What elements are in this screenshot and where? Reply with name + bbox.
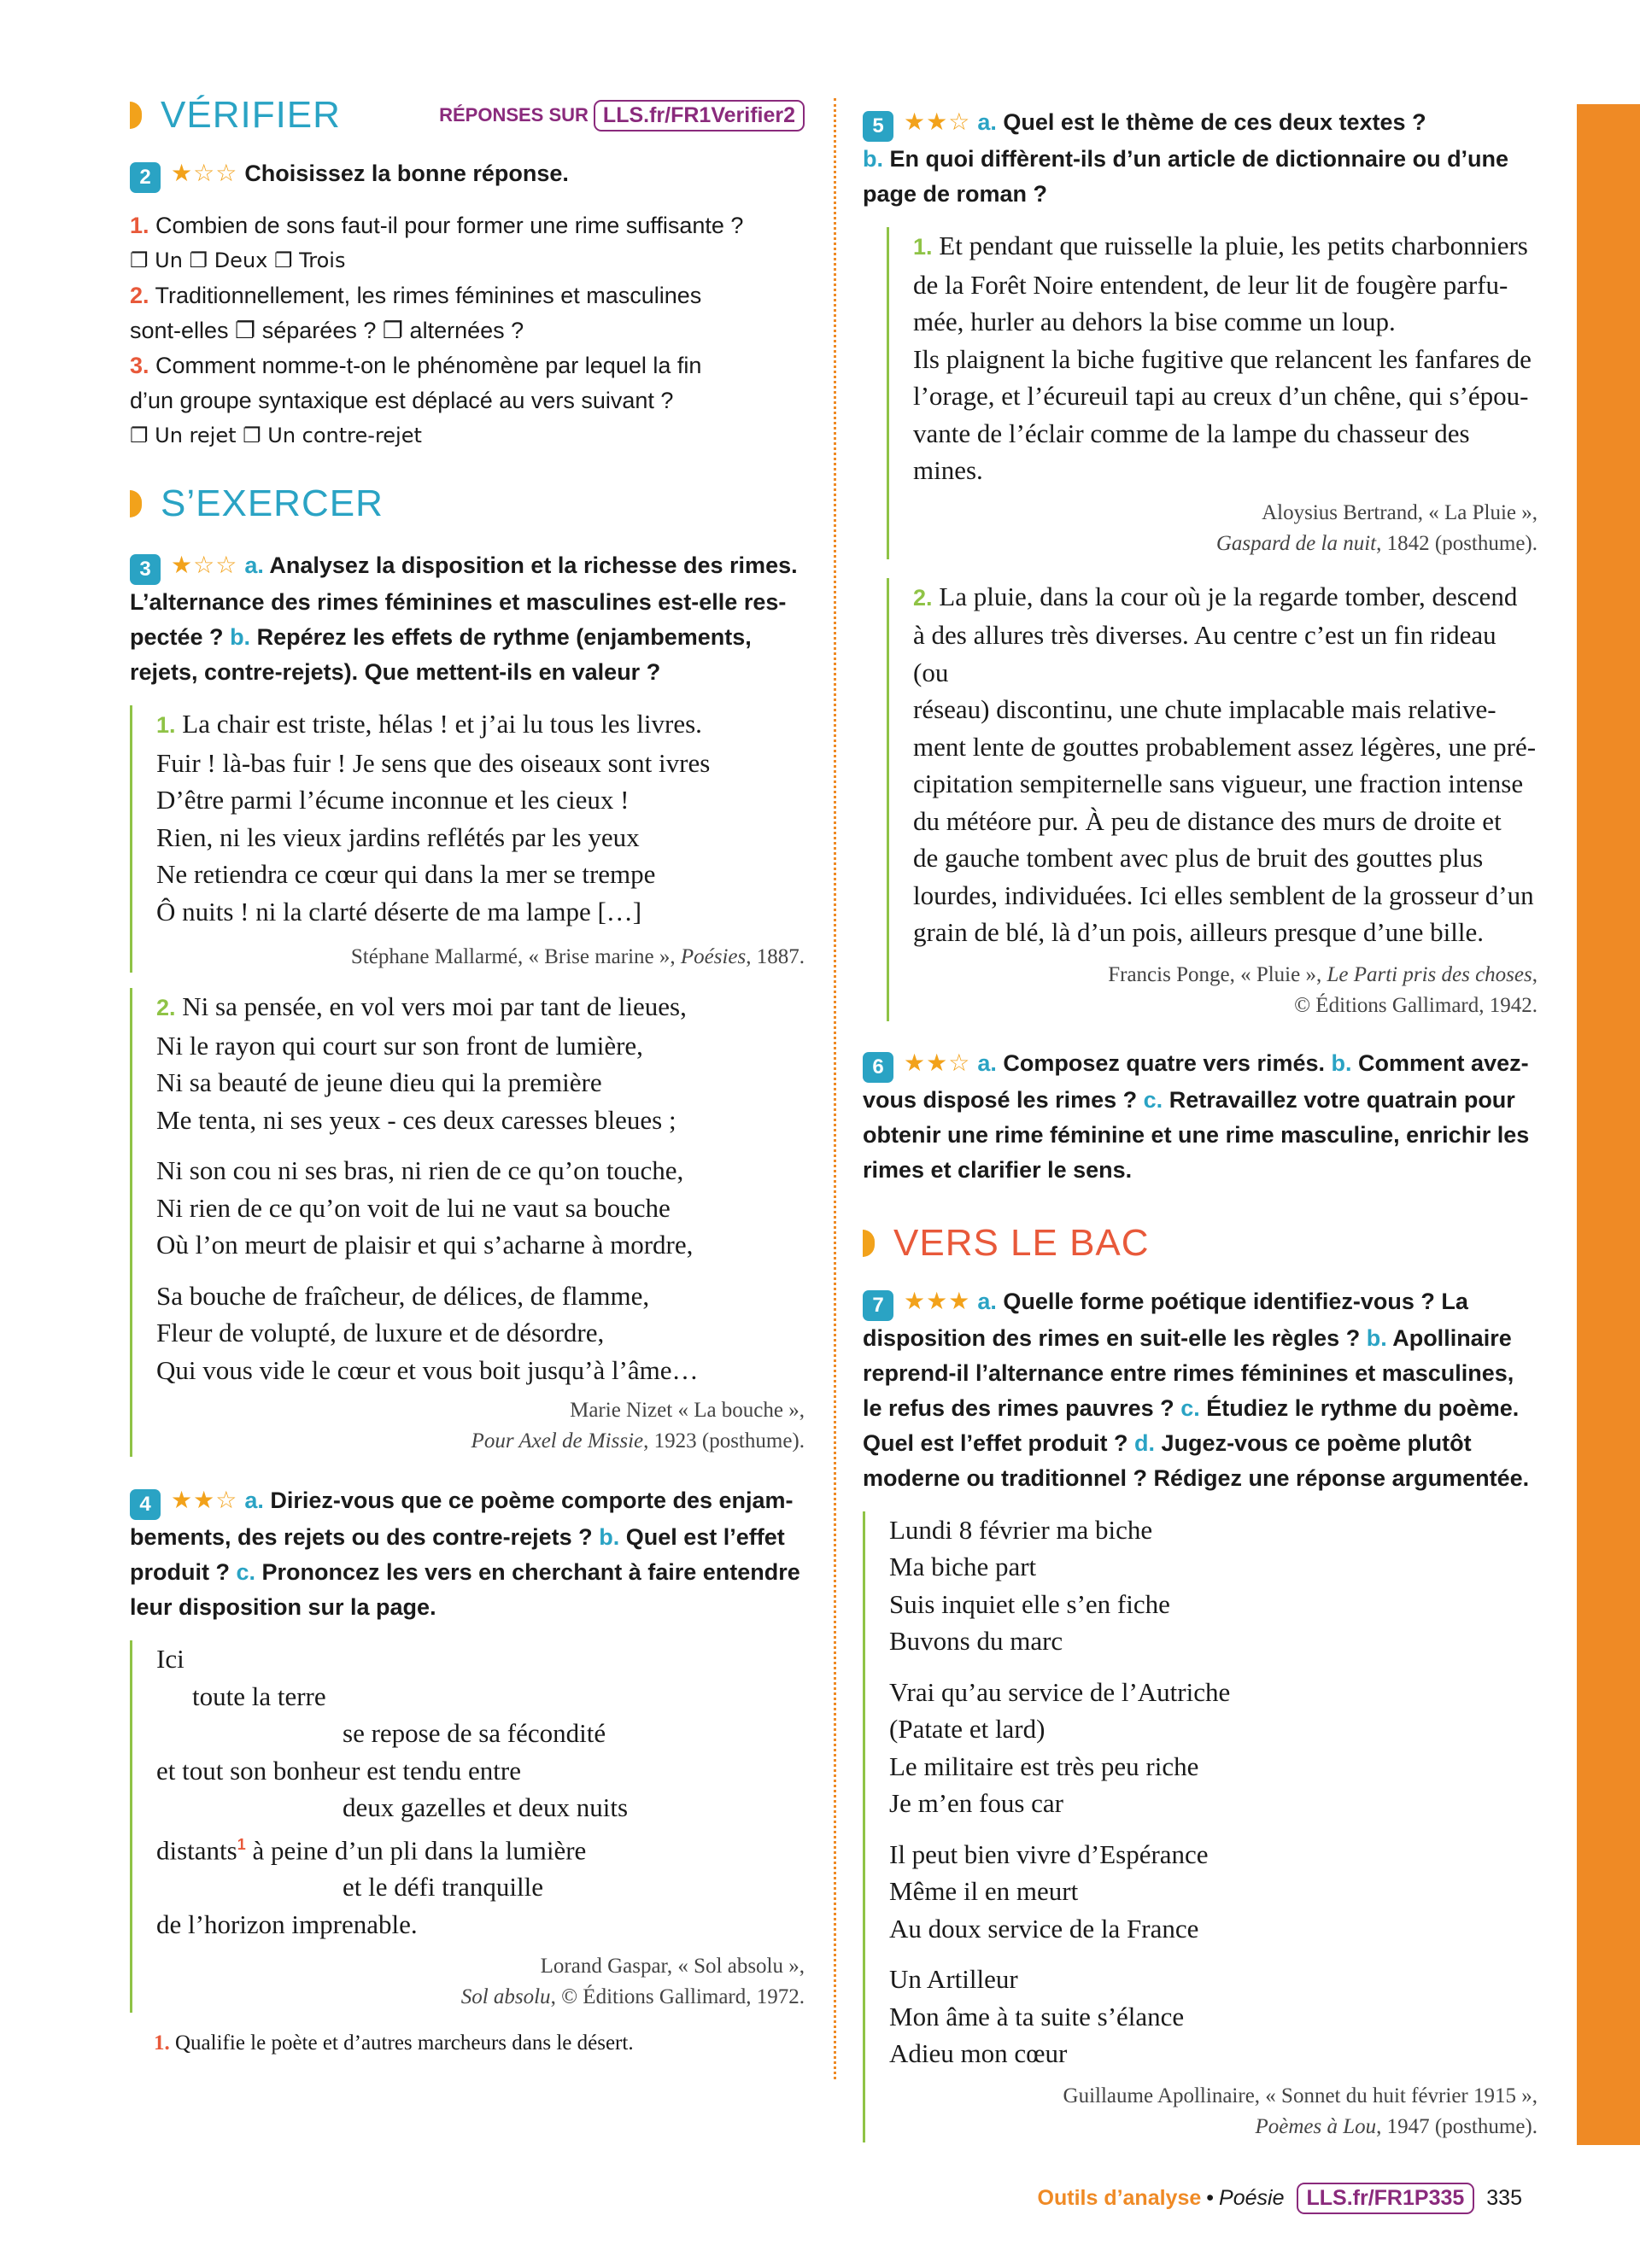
prose-line: l’orage, et l’écureuil tapi au creux d’un chêne, qui s’épou-	[913, 381, 1529, 411]
footer-link[interactable]: LLS.fr/FR1P335	[1297, 2183, 1475, 2214]
poem-apollinaire	[863, 1511, 1538, 2142]
citation-text: ,	[1532, 962, 1538, 986]
question-letter: b.	[230, 624, 251, 650]
section-verifier	[130, 94, 805, 137]
instruction-line: Prononcez les vers en cherchant à faire entendre	[261, 1559, 800, 1585]
instruction-line: produit ?	[130, 1559, 230, 1585]
citation-title: Pour Axel de Missie	[471, 1429, 644, 1453]
source-citation	[156, 942, 805, 973]
verse-line	[156, 705, 805, 745]
instruction-line: Diriez-vous que ce poème comporte des enjam-	[270, 1488, 794, 1513]
section-vers-le-bac	[863, 1222, 1538, 1265]
instruction-line: pectée ?	[130, 624, 224, 650]
question-1	[130, 208, 805, 243]
verse-text: à peine d’un pli dans la lumière	[252, 1834, 587, 1865]
exercise-number: 2	[130, 162, 161, 193]
prose-line	[913, 578, 1538, 617]
verse-line: Ici	[156, 1644, 184, 1674]
instruction-line: En quoi diffèrent-ils d’un article de dictionnaire ou d’une	[889, 146, 1509, 172]
verse-line: Ni sa beauté de jeune dieu qui la première	[156, 1067, 602, 1097]
difficulty-stars-icon: ★★☆	[904, 1049, 971, 1076]
verse-line: Qui vous vide le cœur et vous boit jusqu’à l’âme…	[156, 1354, 699, 1385]
verse-line: et tout son bonheur est tendu entre	[156, 1755, 522, 1786]
prose-line: grain de blé, là d’un pois, ailleurs presque d’une bille.	[913, 917, 1485, 947]
exercise-2	[130, 155, 805, 453]
footer-separator: •	[1206, 2186, 1215, 2210]
source-citation	[913, 498, 1538, 559]
section-marker-icon	[863, 1230, 875, 1257]
instruction-line: disposition des rimes en suit-elle les règles ?	[863, 1324, 1361, 1351]
citation-text: Aloysius Bertrand, « La Pluie »,	[1262, 500, 1538, 524]
exercise-header	[863, 1283, 1538, 1496]
question-letter: b.	[863, 146, 883, 172]
section-title: S’EXERCER	[161, 482, 384, 524]
exercise-number: 3	[130, 554, 161, 585]
question-3-text: d’un groupe syntaxique est déplacé au vers suivant ?	[130, 388, 674, 413]
prose-line: réseau) discontinu, une chute implacable mais relative-	[913, 694, 1496, 724]
citation-text: , © Éditions Gallimard, 1972.	[550, 1985, 805, 2009]
poem-mallarme	[130, 705, 805, 973]
instruction-line: L’alternance des rimes féminines et masculines est-elle res-	[130, 589, 787, 615]
verse-line: Même il en meurt	[889, 1876, 1079, 1906]
instruction-line: Étudiez le rythme du poème.	[1206, 1394, 1520, 1421]
prose-line	[913, 227, 1538, 266]
orange-side-band	[1577, 104, 1640, 2145]
citation-text: Guillaume Apollinaire, « Sonnet du huit février 1915 »,	[1063, 2084, 1538, 2107]
instruction-line: rimes et clarifier le sens.	[863, 1156, 1133, 1183]
text-bertrand	[887, 227, 1538, 559]
question-letter: b.	[599, 1524, 620, 1550]
difficulty-stars-icon: ★★★	[904, 1287, 971, 1314]
source-citation	[156, 1951, 805, 2013]
verse-line	[156, 1827, 805, 1869]
instruction-line: Comment avez-	[1358, 1049, 1529, 1076]
exercise-number: 4	[130, 1489, 161, 1520]
question-letter: b.	[1366, 1324, 1387, 1351]
section-marker-icon	[130, 102, 142, 129]
exercise-5	[863, 104, 1538, 1021]
text-number: 2.	[913, 584, 933, 611]
exercise-4	[130, 1482, 805, 2055]
question-letter: c.	[1180, 1394, 1200, 1421]
verse-line: Buvons du marc	[889, 1626, 1063, 1656]
question-number: 3.	[130, 353, 149, 378]
question-3	[130, 348, 805, 383]
verse-line: Le militaire est très peu riche	[889, 1751, 1199, 1781]
prose-text: Et pendant que ruisselle la pluie, les petits charbonniers	[939, 231, 1528, 260]
page-number: 335	[1486, 2186, 1522, 2210]
citation-text: , 1887.	[746, 945, 805, 968]
verse-line	[156, 988, 805, 1027]
verse-line: Lundi 8 février ma biche	[889, 1514, 1153, 1545]
question-2	[130, 278, 805, 313]
instruction-line: Jugez-vous ce poème plutôt	[1161, 1429, 1472, 1456]
exercise-instruction: Choisissez la bonne réponse.	[244, 161, 569, 186]
verse-line: D’être parmi l’écume inconnue et les cieux !	[156, 785, 630, 815]
prose-line: lourdes, individuées. Ici elles semblent de la grosseur d’un	[913, 880, 1534, 910]
prose-line: de gauche tombent avec plus de bruit des gouttes plus	[913, 843, 1484, 873]
exercise-header	[130, 547, 805, 690]
citation-text: © Éditions Gallimard, 1942.	[1294, 993, 1538, 1017]
question-3-options[interactable]: ❐ Un rejet ❐ Un contre-rejet	[130, 424, 422, 447]
instruction-line: le refus des rimes pauvres ?	[863, 1394, 1174, 1421]
right-column	[863, 104, 1538, 2142]
citation-text: Marie Nizet « La bouche »,	[570, 1399, 805, 1422]
footer-section: Outils d’analyse	[1037, 2186, 1202, 2210]
question-letter: a.	[977, 109, 997, 135]
verse-line: se repose de sa fécondité	[343, 1718, 606, 1748]
question-letter: d.	[1134, 1429, 1156, 1456]
verse-line: Adieu mon cœur	[889, 2038, 1068, 2068]
verse-line: Ni rien de ce qu’on voit de lui ne vaut sa bouche	[156, 1192, 671, 1223]
verse-line: Vrai qu’au service de l’Autriche	[889, 1676, 1231, 1707]
verse-line: deux gazelles et deux nuits	[343, 1792, 629, 1822]
verse-line: Me tenta, ni ses yeux - ces deux caresses bleues ;	[156, 1104, 676, 1135]
footnote-number: 1.	[154, 2031, 170, 2055]
verse-line: Mon âme à ta suite s’élance	[889, 2001, 1185, 2031]
exercise-header	[130, 1482, 805, 1625]
prose-line: de la Forêt Noire entendent, de leur lit de fougère parfu-	[913, 269, 1508, 300]
question-text: Comment nomme-t-on le phénomène par lequel la fin	[155, 353, 702, 378]
text-number: 1.	[156, 712, 176, 738]
footnote-marker: 1	[237, 1835, 246, 1853]
exercise-6	[863, 1045, 1538, 1188]
exercise-3	[130, 547, 805, 1457]
verse-text: distants	[156, 1834, 237, 1865]
poem-gaspar	[130, 1640, 805, 2013]
page-footer	[1038, 2183, 1522, 2214]
verse-line: Ni le rayon qui court sur son front de lumière,	[156, 1030, 643, 1061]
prose-line: Ils plaignent la biche fugitive que relancent les fanfares de	[913, 343, 1532, 374]
citation-title: Poésies	[680, 945, 747, 968]
question-letter: a.	[244, 552, 264, 578]
question-number: 2.	[130, 283, 149, 308]
exercise-header	[130, 155, 805, 193]
prose-line: ment lente de gouttes probablement assez légères, une pré-	[913, 731, 1537, 762]
verse-line: Ni son cou ni ses bras, ni rien de ce qu’on touche,	[156, 1155, 684, 1185]
question-letter: a.	[977, 1288, 997, 1314]
citation-text: , 1923 (posthume).	[643, 1429, 805, 1453]
verse-line: Il peut bien vivre d’Espérance	[889, 1838, 1209, 1869]
footnote-text: Qualifie le poète et d’autres marcheurs dans le désert.	[175, 2031, 634, 2055]
question-letter: c.	[1143, 1086, 1163, 1113]
question-letter: a.	[244, 1488, 264, 1513]
question-text: Traditionnellement, les rimes féminines et masculines	[155, 283, 702, 308]
section-marker-icon	[130, 490, 142, 517]
verse-line: Ma biche part	[889, 1552, 1037, 1581]
source-citation	[889, 2081, 1538, 2142]
instruction-line: rejets, contre-rejets). Que mettent-ils en valeur ?	[130, 659, 661, 685]
verse-line: Suis inquiet elle s’en fiche	[889, 1588, 1170, 1619]
verse-line: Sa bouche de fraîcheur, de délices, de flamme,	[156, 1280, 650, 1311]
question-letter: b.	[1331, 1049, 1352, 1076]
citation-title: Poèmes à Lou	[1255, 2114, 1377, 2138]
verse-line: Ne retiendra ce cœur qui dans la mer se trempe	[156, 859, 656, 889]
question-1-options[interactable]: ❐ Un ❐ Deux ❐ Trois	[130, 248, 346, 272]
text-ponge	[887, 578, 1538, 1021]
instruction-line: page de roman ?	[863, 181, 1048, 207]
citation-title: Sol absolu	[460, 1985, 551, 2009]
source-citation	[156, 1395, 805, 1457]
verse-line: Fuir ! là-bas fuir ! Je sens que des oiseaux sont ivres	[156, 747, 711, 778]
verse-text: La chair est triste, hélas ! et j’ai lu tous les livres.	[182, 709, 702, 739]
text-number: 1.	[913, 234, 933, 260]
question-2-options[interactable]: sont-elles ❐ séparées ? ❐ alternées ?	[130, 318, 524, 343]
citation-text: Lorand Gaspar, « Sol absolu »,	[540, 1955, 805, 1979]
instruction-line: reprend-il l’alternance entre rimes féminines et masculines,	[863, 1359, 1514, 1386]
answers-link[interactable]: LLS.fr/FR1Verifier2	[594, 100, 805, 132]
citation-text: Francis Ponge, « Pluie »,	[1108, 962, 1327, 986]
verse-line: (Patate et lard)	[889, 1714, 1046, 1744]
answers-link-group	[439, 100, 805, 132]
prose-line: à des allures très diverses. Au centre c’est un fin rideau (ou	[913, 620, 1496, 687]
instruction-line: Apollinaire	[1392, 1324, 1512, 1351]
citation-text: , 1947 (posthume).	[1376, 2114, 1538, 2138]
answers-label: RÉPONSES SUR	[439, 104, 589, 126]
instruction-line: leur disposition sur la page.	[130, 1594, 436, 1620]
verse-line: Où l’on meurt de plaisir et qui s’acharne à mordre,	[156, 1230, 694, 1260]
verse-line: Rien, ni les vieux jardins reflétés par les yeux	[156, 821, 640, 852]
prose-line: mée, hurler au dehors la bise comme un loup.	[913, 307, 1396, 336]
verse-line: Un Artilleur	[889, 1964, 1018, 1994]
exercise-number: 5	[863, 111, 893, 142]
instruction-line: Quel est l’effet	[625, 1524, 785, 1550]
instruction-line: Analysez la disposition et la richesse des rimes.	[269, 552, 798, 578]
difficulty-stars-icon: ★☆☆	[171, 552, 238, 578]
verse-line: Au doux service de la France	[889, 1913, 1199, 1944]
instruction-line: Composez quatre vers rimés.	[1003, 1049, 1326, 1076]
exercise-number: 7	[863, 1290, 893, 1321]
question-text: Combien de sons faut-il pour former une rime suffisante ?	[155, 213, 744, 238]
question-letter: a.	[977, 1049, 997, 1076]
footnote	[130, 2031, 805, 2055]
section-sexercer	[130, 482, 805, 525]
footer-subsection: Poésie	[1219, 2186, 1285, 2210]
verse-line: toute la terre	[192, 1681, 326, 1711]
prose-line: cipitation sempiternelle sans vigueur, une fraction intense	[913, 769, 1524, 798]
instruction-line: Quel est le thème de ces deux textes ?	[1003, 109, 1426, 135]
instruction-line: vous disposé les rimes ?	[863, 1086, 1138, 1113]
instruction-line: bements, des rejets ou des contre-rejets ?	[130, 1524, 593, 1550]
instruction-line: obtenir une rime féminine et une rime masculine, enrichir les	[863, 1121, 1530, 1148]
instruction-line: Quel est l’effet produit ?	[863, 1429, 1128, 1456]
citation-text: , 1842 (posthume).	[1376, 531, 1538, 555]
prose-text: La pluie, dans la cour où je la regarde tomber, descend	[939, 581, 1518, 611]
citation-title: Le Parti pris des choses	[1327, 962, 1532, 986]
citation-text: Stéphane Mallarmé, « Brise marine »,	[350, 945, 681, 968]
poem-nizet	[130, 988, 805, 1457]
verse-line: de l’horizon imprenable.	[156, 1909, 418, 1939]
section-title: VÉRIFIER	[161, 94, 341, 136]
exercise-number: 6	[863, 1052, 893, 1083]
exercise-header	[863, 104, 1538, 212]
left-column	[130, 94, 805, 2055]
difficulty-stars-icon: ★★☆	[171, 1487, 238, 1513]
column-divider	[834, 98, 836, 2079]
difficulty-stars-icon: ★☆☆	[171, 160, 238, 186]
verse-text: Ni sa pensée, en vol vers moi par tant de lieues,	[182, 991, 687, 1021]
question-number: 1.	[130, 213, 149, 238]
instruction-line: Repérez les effets de rythme (enjambements,	[256, 624, 752, 650]
instruction-line: moderne ou traditionnel ? Rédigez une réponse argumentée.	[863, 1464, 1530, 1491]
verse-line: et le défi tranquille	[343, 1872, 543, 1903]
verse-line: Ô nuits ! ni la clarté déserte de ma lampe […]	[156, 896, 642, 926]
source-citation	[913, 960, 1538, 1021]
exercise-header	[863, 1045, 1538, 1188]
verse-line: Je m’en fous car	[889, 1788, 1063, 1818]
prose-line: vante de l’éclair comme de la lampe du chasseur des mines.	[913, 418, 1470, 485]
section-title: VERS LE BAC	[893, 1221, 1150, 1264]
question-letter: c.	[236, 1559, 256, 1585]
difficulty-stars-icon: ★★☆	[904, 108, 971, 135]
prose-line: du météore pur. À peu de distance des murs de droite et	[913, 805, 1502, 836]
text-number: 2.	[156, 995, 176, 1020]
exercise-7	[863, 1283, 1538, 2142]
instruction-line: Quelle forme poétique identifiez-vous ? La	[1003, 1288, 1468, 1314]
citation-title: Gaspard de la nuit	[1215, 531, 1377, 555]
instruction-line: Retravaillez votre quatrain pour	[1168, 1086, 1515, 1113]
verse-line: Fleur de volupté, de luxure et de désordre,	[156, 1318, 605, 1347]
